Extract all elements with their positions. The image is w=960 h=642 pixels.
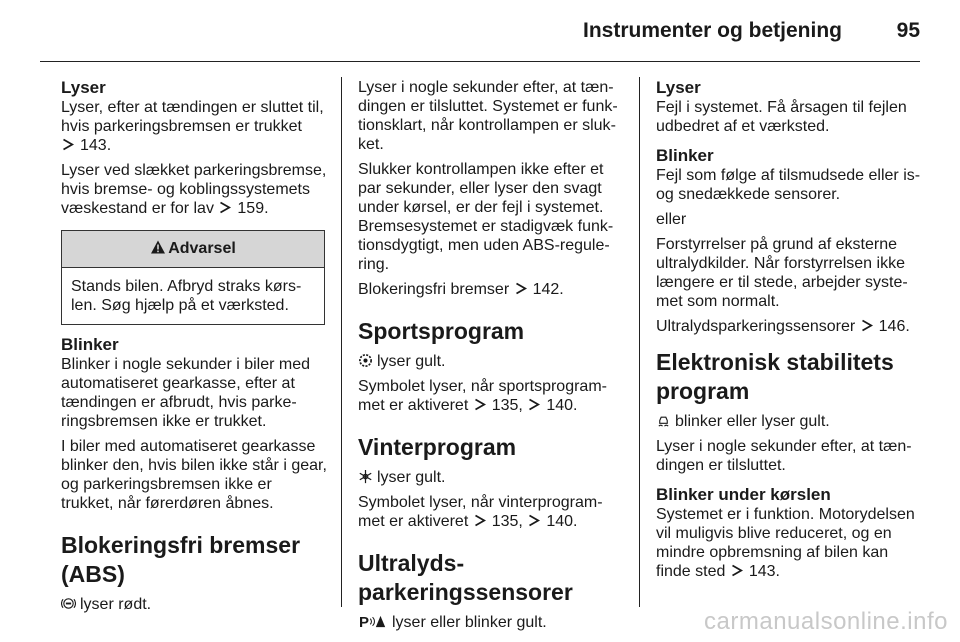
paragraph: lyser gult.	[358, 352, 622, 371]
paragraph: Symbolet lyser, når sportsprogrammet er aktiveret 135, 140.	[358, 378, 607, 414]
column-3	[656, 78, 922, 587]
paragraph: Lyser i nogle sekunder efter, at tændingen er tilsluttet. Systemet er funktionsklart, når kontrollampen er slukket.	[358, 79, 618, 153]
paragraph: Lyser i nogle sekunder efter, at tændingen er tilsluttet.	[656, 438, 912, 474]
header-title: Instrumenter og betjening	[582, 19, 842, 42]
paragraph: Symbolet lyser, når vinterprogrammet er aktiveret 135, 140.	[358, 494, 603, 530]
reference-arrow-icon	[730, 563, 745, 578]
paragraph: Ultralydsparkeringssensorer 146.	[656, 318, 910, 335]
warning-triangle-icon	[150, 239, 166, 255]
warning-header: Advarsel	[62, 231, 324, 268]
page-number: 95	[896, 19, 920, 42]
abs-warning-icon	[61, 596, 76, 611]
reference-arrow-icon	[527, 397, 542, 412]
sport-heading: Sportsprogram	[358, 318, 525, 344]
paragraph: blinker eller lyser gult.	[656, 412, 922, 431]
paragraph: Lyser, efter at tændingen er sluttet til, hvis parkeringsbremsen er trukket 143.	[61, 99, 324, 154]
column-divider	[639, 77, 640, 607]
paragraph: Lyser ved slækket parkeringsbremse, hvis bremse- og koblingssystemets væskestand er for lav 159.	[61, 162, 327, 217]
kors-heading: Blinker under kørslen	[656, 485, 831, 504]
parking-sensor-icon	[358, 614, 388, 629]
blinker-heading: Blinker	[61, 335, 119, 354]
page-header	[40, 0, 920, 62]
svg-text:P: P	[358, 614, 369, 629]
reference-arrow-icon	[527, 513, 542, 528]
paragraph: lyser gult.	[358, 468, 622, 487]
sport-mode-icon	[358, 353, 373, 368]
paragraph: I biler med automatiseret gearkasse blinker den, hvis bilen ikke står i gear, og parkeringsbremsen ikke er trukket, når førerdøren åbnes.	[61, 438, 327, 512]
column-1	[61, 78, 327, 620]
reference-arrow-icon	[473, 513, 488, 528]
paragraph: Blokeringsfri bremser 142.	[358, 281, 564, 298]
paragraph: eller	[656, 211, 687, 228]
abs-heading: Blokeringsfri bremser (ABS)	[61, 532, 301, 587]
paragraph: lyser rødt.	[61, 595, 327, 614]
reference-arrow-icon	[860, 318, 875, 333]
paragraph: Forstyrrelser på grund af eksterne ultralydkilder. Når forstyrrelsen ikke længere er til stede, arbejder systemet som normalt.	[656, 236, 908, 310]
reference-arrow-icon	[473, 397, 488, 412]
esp-heading: Elektronisk stabilitets program	[656, 349, 894, 404]
paragraph: Slukker kontrollampen ikke efter et par sekunder, eller lyser den svagt under kørsel, er der fejl i systemet. Bremsesystemet er stadigvæk funktionsdygtigt, men uden ABS-regulering.	[358, 161, 614, 273]
snowflake-icon	[358, 469, 373, 484]
warning-text: Stands bilen. Afbryd straks kørslen. Søg hjælp på et værksted.	[71, 278, 302, 314]
reference-arrow-icon	[61, 137, 76, 152]
esp-car-skid-icon	[656, 413, 671, 428]
lyser-heading: Lyser	[61, 78, 106, 97]
lyser-heading: Lyser	[656, 78, 701, 97]
paragraph: Systemet er i funktion. Motorydelsen vil muligvis blive reduceret, og en mindre opbremsning af bilen kan finde sted 143.	[656, 506, 915, 580]
paragraph: P lyser eller blinker gult.	[358, 614, 547, 631]
column-divider	[341, 77, 342, 607]
column-2	[358, 78, 622, 638]
paragraph: Fejl i systemet. Få årsagen til fejlen udbedret af et værksted.	[656, 99, 907, 135]
watermark: carmanualsonline.info	[704, 608, 948, 635]
reference-arrow-icon	[218, 200, 233, 215]
paragraph: Fejl som følge af tilsmudsede eller is- og snedækkede sensorer.	[656, 167, 921, 203]
blinker-heading: Blinker	[656, 146, 714, 165]
paragraph: Blinker i nogle sekunder i biler med automatiseret gearkasse, efter at tændingen er afbrudt, hvis parkeringsbremsen ikke er trukket.	[61, 356, 311, 430]
warning-box	[61, 230, 325, 325]
ultra-heading: Ultralydsparkeringssensorer	[358, 550, 573, 605]
winter-heading: Vinterprogram	[358, 434, 517, 460]
reference-arrow-icon	[514, 281, 529, 296]
